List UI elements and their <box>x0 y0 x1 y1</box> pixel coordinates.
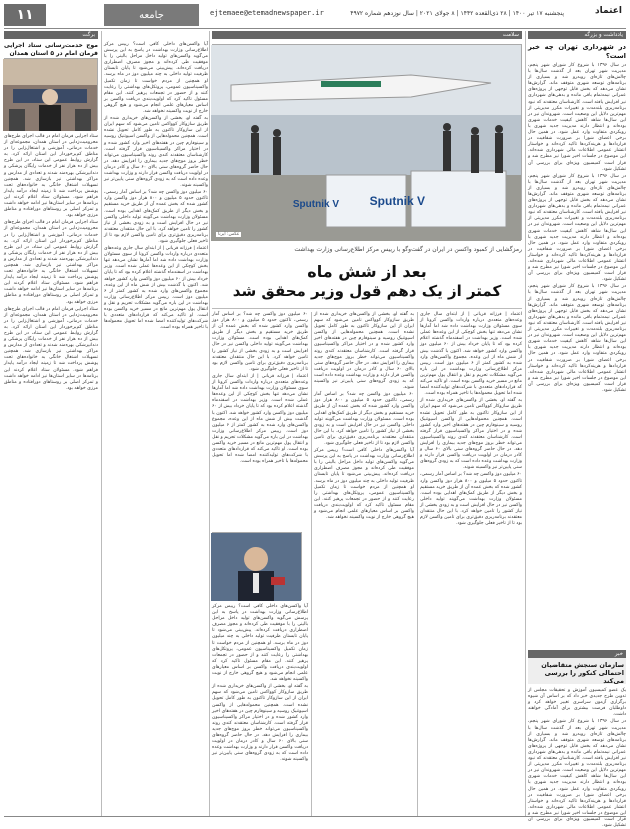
main-headline-line1: بعد از شش ماه <box>307 262 427 281</box>
right-article-body-continued-2: در سال ۱۳۹۶ با شروع کار شورای شهر پنجم، مدیریت شهر تهران بعد از گذشت سال‌ها با چالش‌های تازه‌ای روبه‌رو شد و بسیاری از برنامه‌های توسعه شهری متوقف ماند. گزارش‌ها نشان می‌دهد که بخش قابل توجهی از پروژه‌های عمرانی نیمه‌تمام باقی مانده و بدهی‌های شهرداری نیز افزایش یافته است. کارشناسان معتقدند که نبود برنامه‌ریزی بلندمدت و تغییرات مکرر مدیریتی از مهم‌ترین دلایل این وضعیت است. شهروندان نیز در این سال‌ها شاهد کاهش کیفیت خدمات شهری بوده‌اند و انتظار دارند مدیریت جدید شهری با رویکردی متفاوت وارد عمل شود. در همین حال برخی اعضای شورا بر ضرورت شفافیت در قراردادها و هزینه‌کردها تاکید کرده‌اند و خواستار انتشار عمومی اطلاعات مالی شهرداری شده‌اند. این موضوع در جلسات اخیر شورا نیز مطرح شد و قرار است کمیسیون ویژه‌ای برای بررسی آن تشکیل شود. <box>528 284 626 393</box>
main-headline-line2: کمتر از یک دهم قول وزیر محقق شد <box>232 282 502 300</box>
left-article-body-continued-2: ستاد اجرایی فرمان امام در قالب اجرای طرح‌های محرومیت‌زدایی در استان همدان، مجموعه‌ای از خدمات درمانی، آموزشی و اشتغال‌زایی را در مناطق کم‌برخوردار این استان ارائه کرد. به گزارش روابط عمومی این ستاد، در این طرح بیش از ده هزار نفر از خدمات رایگان پزشکی و دندانپزشکی بهره‌مند شدند و تعدادی از مدارس و مراکز بهداشتی نیز بازسازی شد. همچنین تسهیلات اشتغال خانگی به خانواده‌های تحت پوشش پرداخت شد تا زمینه ایجاد درآمد پایدار فراهم شود. مسئولان ستاد اعلام کردند این برنامه‌ها در سایر استان‌ها نیز ادامه خواهد داشت و تمرکز اصلی بر روستاهای دورافتاده و مناطق مرزی خواهد بود. <box>4 306 98 391</box>
header-divider <box>4 28 626 29</box>
main-story-col2-continued: ۶۰ میلیون دوز واکسن چه شد؟ بر اساس آمار رسمی، تاکنون حدود ۵ میلیون و ۸۰۰ هزار دوز واکسن وارد کشور شده که بخش عمده آن از طریق خرید مستقیم و بخش دیگر از طریق کمک‌های اهدایی بوده است. مسئولان وزارت بهداشت می‌گویند تولید داخلی واکسن نیز در حال افزایش است و به زودی بخشی از نیاز کشور را تامین خواهد کرد. با این حال منتقدان معتقدند برنامه‌ریزی دقیق‌تری برای تامین واکسن لازم بود تا از تاخیر فعلی جلوگیری شود. <box>314 392 414 446</box>
right-article <box>528 42 626 647</box>
main-story-col1-repeat: اعتماد | فرزانه قربانی | از ابتدای سال جاری وعده‌های متعددی درباره واردات واکسن کرونا از سوی مسئولان وزارت بهداشت داده شد اما آمارها نشان می‌دهد تنها بخش کوچکی از این وعده‌ها عملی شده است. وزیر بهداشت در اسفندماه گذشته اعلام کرده بود که تا پایان خرداد بیش از ۶۰ میلیون دوز واکسن وارد کشور خواهد شد. اکنون با گذشت بیش از شش ماه از این وعده، مجموع واکسن‌های وارد شده به کشور کمتر از ۶ میلیون دوز است. رییس مرکز اطلاع‌رسانی وزارت بهداشت در این باره می‌گوید مشکلات تحریم و نقل و انتقال پول مهم‌ترین مانع در مسیر خرید واکسن بوده است. او تاکید می‌کند که قراردادهای متعددی با شرکت‌های تولیدکننده امضا شده اما تحویل محموله‌ها با تاخیر همراه بوده است. <box>104 246 208 331</box>
email-address[interactable]: ejtemaee@etemadnewspaper.ir <box>210 9 324 17</box>
main-story-photo <box>212 44 522 240</box>
main-story-col2-repeat: به گفته او، بخشی از واکسن‌های خریداری شده از طریق سازوکار کوواکس تامین می‌شود که سهم ایران از این سازوکار تاکنون به طور کامل تحویل نشده است. همچنین محموله‌هایی از واکسن اسپوتنیک روسیه و سینوفارم چین در هفته‌های اخیر وارد کشور شده و در اختیار مراکز واکسیناسیون قرار گرفته است. کارشناسان معتقدند کندی روند واکسیناسیون می‌تواند خطر بروز موج‌های جدید بیماری را افزایش دهد. در حال حاضر گروه‌های سنی بالای ۶۰ سال و کادر درمان در اولویت دریافت واکسن قرار دارند و وزارت بهداشت وعده داده است که به زودی گروه‌های سنی پایین‌تر نیز واکسینه شوند. <box>104 116 208 189</box>
main-story-col3: ۶۰ میلیون دوز واکسن چه شد؟ بر اساس آمار رسمی، تاکنون حدود ۵ میلیون و ۸۰۰ هزار دوز واکسن وارد کشور شده که بخش عمده آن از طریق خرید مستقیم و بخش دیگر از طریق کمک‌های اهدایی بوده است. مسئولان وزارت بهداشت می‌گویند تولید داخلی واکسن نیز در حال افزایش است و به زودی بخشی از نیاز کشور را تامین خواهد کرد. با این حال منتقدان معتقدند برنامه‌ریزی دقیق‌تری برای تامین واکسن لازم بود تا از تاخیر فعلی جلوگیری شود. <box>212 312 308 372</box>
bottom-right-body: یک عضو کمیسیون آموزش و تحقیقات مجلس از تدوین طرح جدیدی خبر داد که بر اساس آن شیوه برگزاری آزمون سراسری تغییر خواهد کرد و داوطلبان فرصت بیشتری برای آمادگی خواهند داشت. <box>528 688 626 718</box>
page-number: ۱۱ <box>4 4 46 26</box>
column-divider <box>525 31 526 816</box>
main-story-col1: اعتماد | فرزانه قربانی | از ابتدای سال جاری وعده‌های متعددی درباره واردات واکسن کرونا از سوی مسئولان وزارت بهداشت داده شد اما آمارها نشان می‌دهد تنها بخش کوچکی از این وعده‌ها عملی شده است. وزیر بهداشت در اسفندماه گذشته اعلام کرده بود که تا پایان خرداد بیش از ۶۰ میلیون دوز واکسن وارد کشور خواهد شد. اکنون با گذشت بیش از شش ماه از این وعده، مجموع واکسن‌های وارد شده به کشور کمتر از ۶ میلیون دوز است. رییس مرکز اطلاع‌رسانی وزارت بهداشت در این باره می‌گوید مشکلات تحریم و نقل و انتقال پول مهم‌ترین مانع در مسیر خرید واکسن بوده است. او تاکید می‌کند که قراردادهای متعددی با شرکت‌های تولیدکننده امضا شده اما تحویل محموله‌ها با تاخیر همراه بوده است. <box>420 312 523 397</box>
section-bar-bottom-right: خبر <box>528 650 626 658</box>
dateline: پنجشنبه ۱۷ تیر ۱۴۰۰ | ۲۸ ذی‌القعده ۱۴۴۲ | ۸ جولای ۲۰۲۱ | سال نوزدهم شماره ۴۹۷۲ <box>350 10 564 17</box>
right-article-body: در سال ۱۳۹۶ با شروع کار شورای شهر پنجم، مدیریت شهر تهران بعد از گذشت سال‌ها با چالش‌های تازه‌ای روبه‌رو شد و بسیاری از برنامه‌های توسعه شهری متوقف ماند. گزارش‌ها نشان می‌دهد که بخش قابل توجهی از پروژه‌های عمرانی نیمه‌تمام باقی مانده و بدهی‌های شهرداری نیز افزایش یافته است. کارشناسان معتقدند که نبود برنامه‌ریزی بلندمدت و تغییرات مکرر مدیریتی از مهم‌ترین دلایل این وضعیت است. شهروندان نیز در این سال‌ها شاهد کاهش کیفیت خدمات شهری بوده‌اند و انتظار دارند مدیریت جدید شهری با رویکردی متفاوت وارد عمل شود. در همین حال برخی اعضای شورا بر ضرورت شفافیت در قراردادها و هزینه‌کردها تاکید کرده‌اند و خواستار انتشار عمومی اطلاعات مالی شهرداری شده‌اند. این موضوع در جلسات اخیر شورا نیز مطرح شد و قرار است کمیسیون ویژه‌ای برای بررسی آن تشکیل شود. <box>528 63 626 172</box>
main-story-col3b: آیا واکسن‌های داخلی کافی است؟ رییس مرکز اطلاع‌رسانی وزارت بهداشت در پاسخ به این پرسش می‌گوید واکسن‌های تولید داخل مراحل بالینی را با موفقیت طی کرده‌اند و مجوز مصرف اضطراری دریافت کرده‌اند. پیش‌بینی می‌شود تا پایان تابستان ظرفیت تولید داخلی به چند میلیون دوز در ماه برسد. او همچنین از مردم خواست تا زمان تکمیل واکسیناسیون عمومی، پروتکل‌های بهداشتی را رعایت کنند و از حضور در تجمعات پرهیز کنند. این مقام مسئول تاکید کرد که اولویت‌بندی دریافت واکسن بر اساس معیارهای علمی انجام می‌شود و هیچ گروهی خارج از نوبت واکسینه نخواهد شد. <box>212 604 308 683</box>
main-story-col2-continued-2: آیا واکسن‌های داخلی کافی است؟ رییس مرکز اطلاع‌رسانی وزارت بهداشت در پاسخ به این پرسش می‌گوید واکسن‌های تولید داخل مراحل بالینی را با موفقیت طی کرده‌اند و مجوز مصرف اضطراری دریافت کرده‌اند. پیش‌بینی می‌شود تا پایان تابستان ظرفیت تولید داخلی به چند میلیون دوز در ماه برسد. او همچنین از مردم خواست تا زمان تکمیل واکسیناسیون عمومی، پروتکل‌های بهداشتی را رعایت کنند و از حضور در تجمعات پرهیز کنند. این مقام مسئول تاکید کرد که اولویت‌بندی دریافت واکسن بر اساس معیارهای علمی انجام می‌شود و هیچ گروهی خارج از نوبت واکسینه نخواهد شد. <box>314 448 414 521</box>
photo-caption: عکس: ایرنا <box>218 232 240 237</box>
main-story-column-2 <box>314 312 414 816</box>
main-story-col1-continued-2: ۶۰ میلیون دوز واکسن چه شد؟ بر اساس آمار رسمی، تاکنون حدود ۵ میلیون و ۸۰۰ هزار دوز واکسن وارد کشور شده که بخش عمده آن از طریق خرید مستقیم و بخش دیگر از طریق کمک‌های اهدایی بوده است. مسئولان وزارت بهداشت می‌گویند تولید داخلی واکسن نیز در حال افزایش است و به زودی بخشی از نیاز کشور را تامین خواهد کرد. با این حال منتقدان معتقدند برنامه‌ریزی دقیق‌تری برای تامین واکسن لازم بود تا از تاخیر فعلی جلوگیری شود. <box>420 472 522 527</box>
column-divider <box>417 312 418 816</box>
bottom-right-body-continued: در سال ۱۳۹۶ با شروع کار شورای شهر پنجم، مدیریت شهر تهران بعد از گذشت سال‌ها با چالش‌های تازه‌ای روبه‌رو شد و بسیاری از برنامه‌های توسعه شهری متوقف ماند. گزارش‌ها نشان می‌دهد که بخش قابل توجهی از پروژه‌های عمرانی نیمه‌تمام باقی مانده و بدهی‌های شهرداری نیز افزایش یافته است. کارشناسان معتقدند که نبود برنامه‌ریزی بلندمدت و تغییرات مکرر مدیریتی از مهم‌ترین دلایل این وضعیت است. شهروندان نیز در این سال‌ها شاهد کاهش کیفیت خدمات شهری بوده‌اند و انتظار دارند مدیریت جدید شهری با رویکردی متفاوت وارد عمل شود. در همین حال برخی اعضای شورا بر ضرورت شفافیت در قراردادها و هزینه‌کردها تاکید کرده‌اند و خواستار انتشار عمومی اطلاعات مالی شهرداری شده‌اند. این موضوع در جلسات اخیر شورا نیز مطرح شد و قرار است کمیسیون ویژه‌ای برای بررسی آن تشکیل شود. <box>528 719 626 829</box>
main-story-headline <box>212 262 522 301</box>
bottom-right-headline-box <box>528 658 626 684</box>
bottom-right-headline: سازمان سنجش متقاضیان احتمالی کنکور را بررسی می‌کند <box>541 661 624 685</box>
section-tab[interactable]: جامعه <box>104 4 199 26</box>
right-article-body-continued: در سال ۱۳۹۶ با شروع کار شورای شهر پنجم، مدیریت شهر تهران بعد از گذشت سال‌ها با چالش‌های تازه‌ای روبه‌رو شد و بسیاری از برنامه‌های توسعه شهری متوقف ماند. گزارش‌ها نشان می‌دهد که بخش قابل توجهی از پروژه‌های عمرانی نیمه‌تمام باقی مانده و بدهی‌های شهرداری نیز افزایش یافته است. کارشناسان معتقدند که نبود برنامه‌ریزی بلندمدت و تغییرات مکرر مدیریتی از مهم‌ترین دلایل این وضعیت است. شهروندان نیز در این سال‌ها شاهد کاهش کیفیت خدمات شهری بوده‌اند و انتظار دارند مدیریت جدید شهری با رویکردی متفاوت وارد عمل شود. در همین حال برخی اعضای شورا بر ضرورت شفافیت در قراردادها و هزینه‌کردها تاکید کرده‌اند و خواستار انتشار عمومی اطلاعات مالی شهرداری شده‌اند. این موضوع در جلسات اخیر شورا نیز مطرح شد و قرار است کمیسیون ویژه‌ای برای بررسی آن تشکیل شود. <box>528 173 626 283</box>
section-bar-left: برگت <box>4 31 98 39</box>
photo-label-2: Sputnik V <box>369 194 425 208</box>
photo-label-1: Sputnik V <box>292 199 339 210</box>
main-story-col4: آیا واکسن‌های داخلی کافی است؟ رییس مرکز اطلاع‌رسانی وزارت بهداشت در پاسخ به این پرسش می‌گوید واکسن‌های تولید داخل مراحل بالینی را با موفقیت طی کرده‌اند و مجوز مصرف اضطراری دریافت کرده‌اند. پیش‌بینی می‌شود تا پایان تابستان ظرفیت تولید داخلی به چند میلیون دوز در ماه برسد. او همچنین از مردم خواست تا زمان تکمیل واکسیناسیون عمومی، پروتکل‌های بهداشتی را رعایت کنند و از حضور در تجمعات پرهیز کنند. این مقام مسئول تاکید کرد که اولویت‌بندی دریافت واکسن بر اساس معیارهای علمی انجام می‌شود و هیچ گروهی خارج از نوبت واکسینه نخواهد شد. <box>104 42 208 115</box>
bottom-right-article <box>528 688 626 829</box>
headline-divider <box>212 308 522 309</box>
main-story-col1-continued: به گفته او، بخشی از واکسن‌های خریداری شده از طریق سازوکار کوواکس تامین می‌شود که سهم ایران از این سازوکار تاکنون به طور کامل تحویل نشده است. همچنین محموله‌هایی از واکسن اسپوتنیک روسیه و سینوفارم چین در هفته‌های اخیر وارد کشور شده و در اختیار مراکز واکسیناسیون قرار گرفته است. کارشناسان معتقدند کندی روند واکسیناسیون می‌تواند خطر بروز موج‌های جدید بیماری را افزایش دهد. در حال حاضر گروه‌های سنی بالای ۶۰ سال و کادر درمان در اولویت دریافت واکسن قرار دارند و وزارت بهداشت وعده داده است که به زودی گروه‌های سنی پایین‌تر نیز واکسینه شوند. <box>420 398 522 471</box>
main-story-kicker: رمزگشایی از کمبود واکسن در ایران در گفت‌وگو با رییس مرکز اطلاع‌رسانی وزارت بهداشت <box>294 246 522 253</box>
left-article-body: ستاد اجرایی فرمان امام در قالب اجرای طرح‌های محرومیت‌زدایی در استان همدان، مجموعه‌ای از خدمات درمانی، آموزشی و اشتغال‌زایی را در مناطق کم‌برخوردار این استان ارائه کرد. به گزارش روابط عمومی این ستاد، در این طرح بیش از ده هزار نفر از خدمات رایگان پزشکی و دندانپزشکی بهره‌مند شدند و تعدادی از مدارس و مراکز بهداشتی نیز بازسازی شد. همچنین تسهیلات اشتغال خانگی به خانواده‌های تحت پوشش پرداخت شد تا زمینه ایجاد درآمد پایدار فراهم شود. مسئولان ستاد اعلام کردند این برنامه‌ها در سایر استان‌ها نیز ادامه خواهد داشت و تمرکز اصلی بر روستاهای دورافتاده و مناطق مرزی خواهد بود. <box>4 134 98 219</box>
left-article-body-continued: ستاد اجرایی فرمان امام در قالب اجرای طرح‌های محرومیت‌زدایی در استان همدان، مجموعه‌ای از خدمات درمانی، آموزشی و اشتغال‌زایی را در مناطق کم‌برخوردار این استان ارائه کرد. به گزارش روابط عمومی این ستاد، در این طرح بیش از ده هزار نفر از خدمات رایگان پزشکی و دندانپزشکی بهره‌مند شدند و تعدادی از مدارس و مراکز بهداشتی نیز بازسازی شد. همچنین تسهیلات اشتغال خانگی به خانواده‌های تحت پوشش پرداخت شد تا زمینه ایجاد درآمد پایدار فراهم شود. مسئولان ستاد اعلام کردند این برنامه‌ها در سایر استان‌ها نیز ادامه خواهد داشت و تمرکز اصلی بر روستاهای دورافتاده و مناطق مرزی خواهد بود. <box>4 220 98 305</box>
column-divider <box>209 31 210 816</box>
column-divider <box>311 312 312 816</box>
right-article-headline: در شهرداری تهران چه خبر است؟ <box>528 43 626 60</box>
footer-divider <box>4 816 626 817</box>
column-divider <box>101 31 102 816</box>
masthead <box>4 4 626 26</box>
left-article-photo <box>4 58 98 130</box>
left-article <box>4 134 98 816</box>
spokesperson-photo <box>212 532 302 600</box>
section-bar-right: یادداشت و بزرگه <box>528 31 626 39</box>
main-story-column-4 <box>104 42 208 816</box>
main-story-col2: به گفته او، بخشی از واکسن‌های خریداری شده از طریق سازوکار کوواکس تامین می‌شود که سهم ایران از این سازوکار تاکنون به طور کامل تحویل نشده است. همچنین محموله‌هایی از واکسن اسپوتنیک روسیه و سینوفارم چین در هفته‌های اخیر وارد کشور شده و در اختیار مراکز واکسیناسیون قرار گرفته است. کارشناسان معتقدند کندی روند واکسیناسیون می‌تواند خطر بروز موج‌های جدید بیماری را افزایش دهد. در حال حاضر گروه‌های سنی بالای ۶۰ سال و کادر درمان در اولویت دریافت واکسن قرار دارند و وزارت بهداشت وعده داده است که به زودی گروه‌های سنی پایین‌تر نیز واکسینه شوند. <box>314 312 414 391</box>
section-bar-main: سلامت <box>212 31 522 39</box>
left-article-head <box>4 42 98 58</box>
main-story-col3-repeat: ۶۰ میلیون دوز واکسن چه شد؟ بر اساس آمار رسمی، تاکنون حدود ۵ میلیون و ۸۰۰ هزار دوز واکسن وارد کشور شده که بخش عمده آن از طریق خرید مستقیم و بخش دیگر از طریق کمک‌های اهدایی بوده است. مسئولان وزارت بهداشت می‌گویند تولید داخلی واکسن نیز در حال افزایش است و به زودی بخشی از نیاز کشور را تامین خواهد کرد. با این حال منتقدان معتقدند برنامه‌ریزی دقیق‌تری برای تامین واکسن لازم بود تا از تاخیر فعلی جلوگیری شود. <box>104 190 209 244</box>
left-article-headline: موج خدمت‌رسانی ستاد اجرایی فرمان امام در ۵ استان همدان <box>4 42 98 57</box>
newspaper-logo: اعتماد <box>595 6 622 16</box>
main-story-col3-continued: اعتماد | فرزانه قربانی | از ابتدای سال جاری وعده‌های متعددی درباره واردات واکسن کرونا از سوی مسئولان وزارت بهداشت داده شد اما آمارها نشان می‌دهد تنها بخش کوچکی از این وعده‌ها عملی شده است. وزیر بهداشت در اسفندماه گذشته اعلام کرده بود که تا پایان خرداد بیش از ۶۰ میلیون دوز واکسن وارد کشور خواهد شد. اکنون با گذشت بیش از شش ماه از این وعده، مجموع واکسن‌های وارد شده به کشور کمتر از ۶ میلیون دوز است. رییس مرکز اطلاع‌رسانی وزارت بهداشت در این باره می‌گوید مشکلات تحریم و نقل و انتقال پول مهم‌ترین مانع در مسیر خرید واکسن بوده است. او تاکید می‌کند که قراردادهای متعددی با شرکت‌های تولیدکننده امضا شده اما تحویل محموله‌ها با تاخیر همراه بوده است. <box>212 373 309 465</box>
main-story-column-1 <box>420 312 522 816</box>
main-story-column-3 <box>212 312 308 528</box>
main-story-col3b-continued: به گفته او، بخشی از واکسن‌های خریداری شده از طریق سازوکار کوواکس تامین می‌شود که سهم ایران از این سازوکار تاکنون به طور کامل تحویل نشده است. همچنین محموله‌هایی از واکسن اسپوتنیک روسیه و سینوفارم چین در هفته‌های اخیر وارد کشور شده و در اختیار مراکز واکسیناسیون قرار گرفته است. کارشناسان معتقدند کندی روند واکسیناسیون می‌تواند خطر بروز موج‌های جدید بیماری را افزایش دهد. در حال حاضر گروه‌های سنی بالای ۶۰ سال و کادر درمان در اولویت دریافت واکسن قرار دارند و وزارت بهداشت وعده داده است که به زودی گروه‌های سنی پایین‌تر نیز واکسینه شوند. <box>212 684 308 763</box>
main-story-column-3b <box>212 604 308 816</box>
